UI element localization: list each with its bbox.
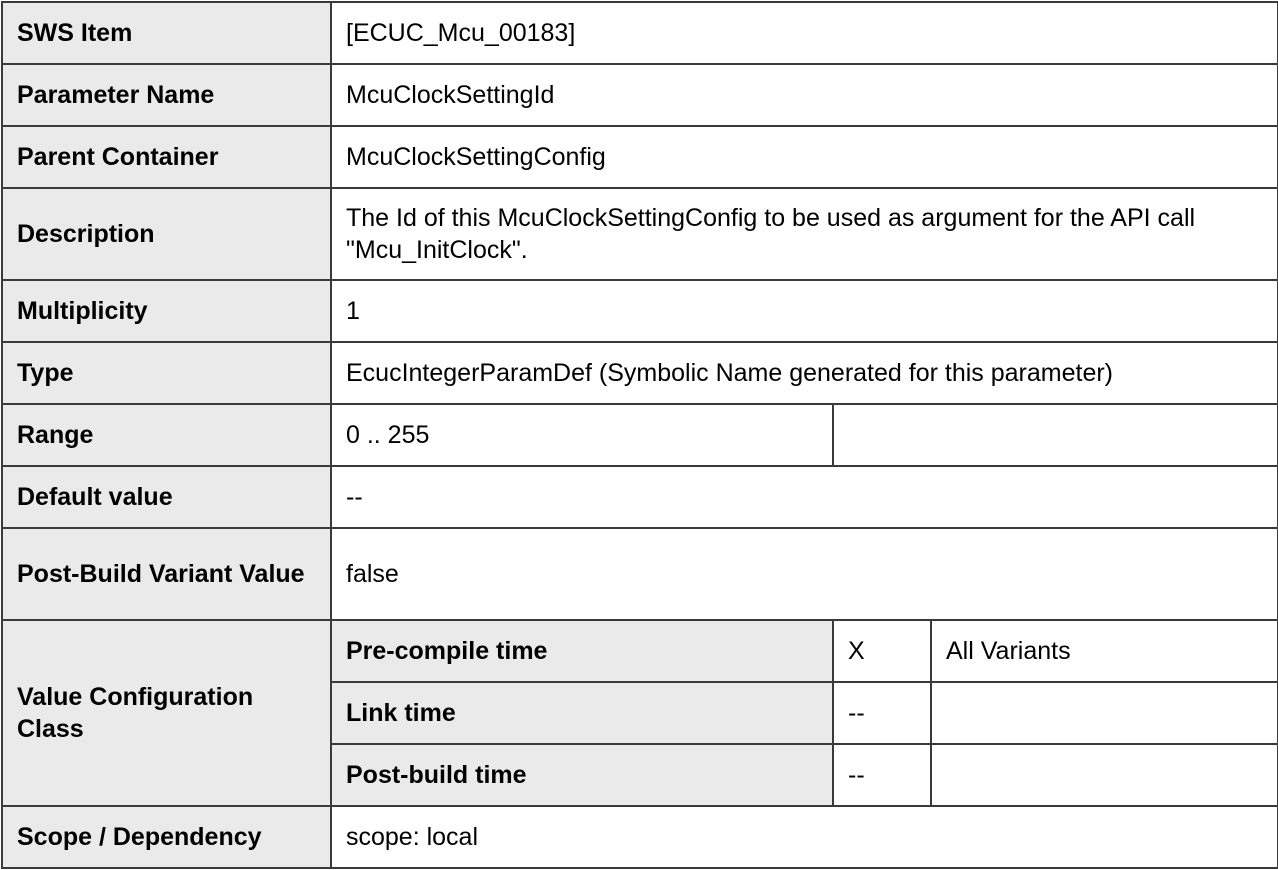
description-value: [331, 188, 1278, 280]
description-label: Description: [2, 188, 331, 280]
parameter-name-value: McuClockSettingId: [331, 64, 1278, 126]
description-text: The Id of this McuClockSettingConfig to be used as argument for the API call "Mcu_InitClock".: [346, 204, 1196, 264]
sws-item-value: [ECUC_Mcu_00183]: [331, 2, 1278, 64]
row-type: [2, 342, 1278, 404]
row-post-build-variant-value: [2, 528, 1278, 620]
default-value-value: --: [331, 466, 1278, 528]
row-parent-container: [2, 126, 1278, 188]
row-multiplicity: [2, 280, 1278, 342]
row-value-config-pre-compile: [2, 620, 1278, 682]
link-time-variants: [931, 682, 1278, 744]
range-label: Range: [2, 404, 331, 466]
type-label: Type: [2, 342, 331, 404]
parent-container-value: McuClockSettingConfig: [331, 126, 1278, 188]
parameter-spec-table: [1, 1, 1278, 869]
row-default-value: [2, 466, 1278, 528]
row-sws-item: [2, 2, 1278, 64]
range-extra: [833, 404, 1278, 466]
row-parameter-name: [2, 64, 1278, 126]
default-value-label: Default value: [2, 466, 331, 528]
post-build-variant-value-label: Post-Build Variant Value: [2, 528, 331, 620]
sws-item-label: SWS Item: [2, 2, 331, 64]
scope-dependency-label: Scope / Dependency: [2, 806, 331, 868]
pre-compile-time-label: Pre-compile time: [331, 620, 833, 682]
type-value: EcucIntegerParamDef (Symbolic Name generated for this parameter): [331, 342, 1278, 404]
pre-compile-time-mark: X: [833, 620, 931, 682]
range-value: 0 .. 255: [331, 404, 833, 466]
scope-dependency-value: scope: local: [331, 806, 1278, 868]
post-build-variant-value-value: false: [331, 528, 1278, 620]
link-time-mark: --: [833, 682, 931, 744]
parameter-name-label: Parameter Name: [2, 64, 331, 126]
row-description: [2, 188, 1278, 280]
post-build-time-label: Post-build time: [331, 744, 833, 806]
multiplicity-value: 1: [331, 280, 1278, 342]
value-configuration-class-label: Value Configuration Class: [2, 620, 331, 806]
post-build-time-mark: --: [833, 744, 931, 806]
pre-compile-time-variants: All Variants: [931, 620, 1278, 682]
link-time-label: Link time: [331, 682, 833, 744]
post-build-time-variants: [931, 744, 1278, 806]
multiplicity-label: Multiplicity: [2, 280, 331, 342]
parent-container-label: Parent Container: [2, 126, 331, 188]
row-range: [2, 404, 1278, 466]
row-scope-dependency: [2, 806, 1278, 868]
